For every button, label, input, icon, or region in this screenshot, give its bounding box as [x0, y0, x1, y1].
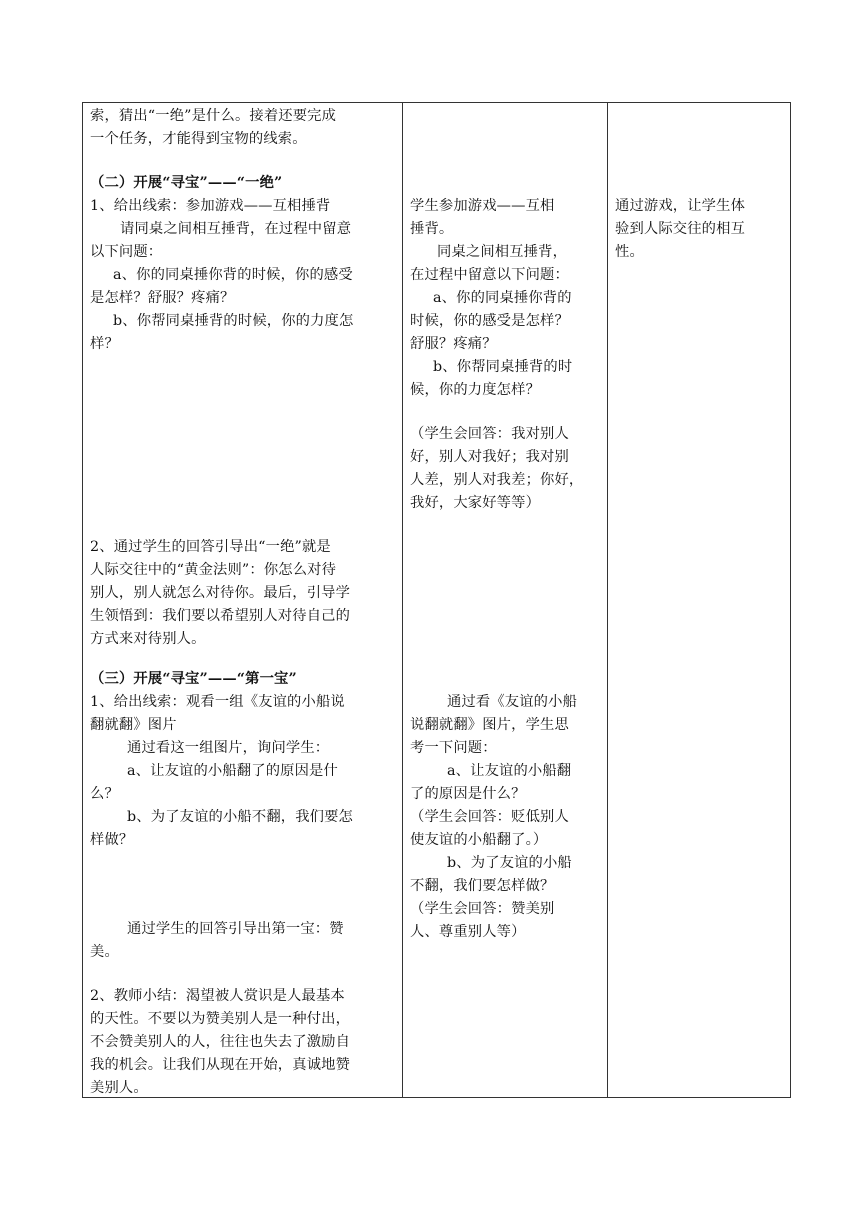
- teacher-summary: 的天性。不要以为赞美别人是一种付出，: [90, 1011, 351, 1027]
- student-boat-question-a: 了的原因是什么？: [410, 786, 526, 802]
- section-three-question-b: 样做？: [90, 832, 134, 848]
- section-two-question-a: 是怎样？舒服？疼痛？: [90, 290, 235, 306]
- section-two-question-b: b、你帮同桌捶背的时候，你的力度怎: [113, 313, 354, 329]
- student-boat-question-a: a、让友谊的小船翻: [447, 763, 572, 779]
- student-boat-intro: 说翻就翻》图片，学生思: [410, 717, 569, 733]
- student-game-answer: 好，别人对我好；我对别: [410, 449, 569, 465]
- section-two-question-b: 样？: [90, 336, 119, 352]
- student-game-activity: 学生参加游戏——互相: [410, 198, 555, 214]
- design-intent-line: 通过游戏，让学生体: [615, 198, 746, 214]
- section-two-heading: （二）开展“寻宝”——“一绝”: [90, 175, 283, 191]
- section-two-guide: 人际交往中的“黄金法则”：你怎么对待: [90, 562, 337, 578]
- section-two-clue: 以下问题：: [90, 244, 163, 260]
- design-intent-line: 性。: [615, 244, 644, 260]
- section-three-clue: 翻就翻》图片: [90, 717, 177, 733]
- student-boat-answer-a: 使友谊的小船翻了。）: [410, 832, 548, 848]
- design-intent-cell: [608, 103, 791, 1098]
- section-three-lead: 通过学生的回答引导出第一宝：赞: [127, 921, 344, 937]
- section-three-question-a: a、让友谊的小船翻了的原因是什: [127, 763, 338, 779]
- student-boat-answer-b: 人、尊重别人等）: [410, 924, 526, 940]
- section-two-clue: 请同桌之间相互捶背，在过程中留意: [120, 221, 352, 237]
- student-game-instruction: 在过程中留意以下问题：: [410, 267, 569, 283]
- section-three-ask: 通过看这一组图片，询问学生：: [127, 740, 330, 756]
- section-three-lead: 美。: [90, 944, 119, 960]
- student-game-activity: 捶背。: [410, 221, 454, 237]
- student-game-answer: （学生会回答：我对别人: [410, 426, 569, 442]
- student-game-question-a: a、你的同桌捶你背的: [433, 290, 572, 306]
- section-three-clue: 1、给出线索：观看一组《友谊的小船说: [90, 694, 345, 710]
- student-boat-intro: 考一下问题：: [410, 740, 497, 756]
- design-intent-line: 验到人际交往的相互: [615, 221, 746, 237]
- student-boat-answer-a: （学生会回答：贬低别人: [410, 809, 569, 825]
- table-row: [83, 103, 791, 1098]
- student-boat-answer-b: （学生会回答：赞美别: [410, 901, 555, 917]
- student-game-question-b: b、你帮同桌捶背的时: [433, 359, 573, 375]
- section-three-heading: （三）开展“寻宝”——“第一宝”: [90, 671, 297, 687]
- intro-line: 索，猜出“一绝”是什么。接着还要完成: [90, 108, 337, 124]
- student-boat-question-b: b、为了友谊的小船: [447, 855, 572, 871]
- section-two-question-a: a、你的同桌捶你背的时候，你的感受: [113, 267, 353, 283]
- section-two-clue: 1、给出线索：参加游戏——互相捶背: [90, 198, 331, 214]
- student-game-answer: 人差，别人对我差；你好，: [410, 472, 584, 488]
- section-two-guide: 2、通过学生的回答引导出“一绝”就是: [90, 539, 331, 555]
- student-boat-question-b: 不翻，我们要怎样做？: [410, 878, 555, 894]
- student-game-question-a: 舒服？疼痛？: [410, 336, 497, 352]
- teacher-activity-cell: [83, 103, 403, 1098]
- section-three-question-b: b、为了友谊的小船不翻，我们要怎: [127, 809, 354, 825]
- section-two-guide: 生领悟到：我们要以希望别人对待自己的: [90, 608, 351, 624]
- teacher-summary: 不会赞美别人的人，往往也失去了激励自: [90, 1034, 351, 1050]
- teacher-summary: 2、教师小结：渴望被人赏识是人最基本: [90, 988, 345, 1004]
- teacher-summary: 我的机会。让我们从现在开始，真诚地赞: [90, 1057, 351, 1073]
- student-game-instruction: 同桌之间相互捶背，: [437, 244, 568, 260]
- intro-line: 一个任务，才能得到宝物的线索。: [90, 131, 307, 147]
- student-game-question-a: 时候，你的感受是怎样？: [410, 313, 569, 329]
- student-game-question-b: 候，你的力度怎样？: [410, 382, 541, 398]
- section-two-guide: 别人，别人就怎么对待你。最后，引导学: [90, 585, 351, 601]
- student-boat-intro: 通过看《友谊的小船: [447, 694, 578, 710]
- section-two-guide: 方式来对待别人。: [90, 631, 206, 647]
- lesson-plan-table: [82, 102, 791, 1098]
- student-activity-cell: [403, 103, 608, 1098]
- student-game-answer: 我好，大家好等等）: [410, 495, 541, 511]
- teacher-summary: 美别人。: [90, 1080, 148, 1096]
- section-three-question-a: 么？: [90, 786, 119, 802]
